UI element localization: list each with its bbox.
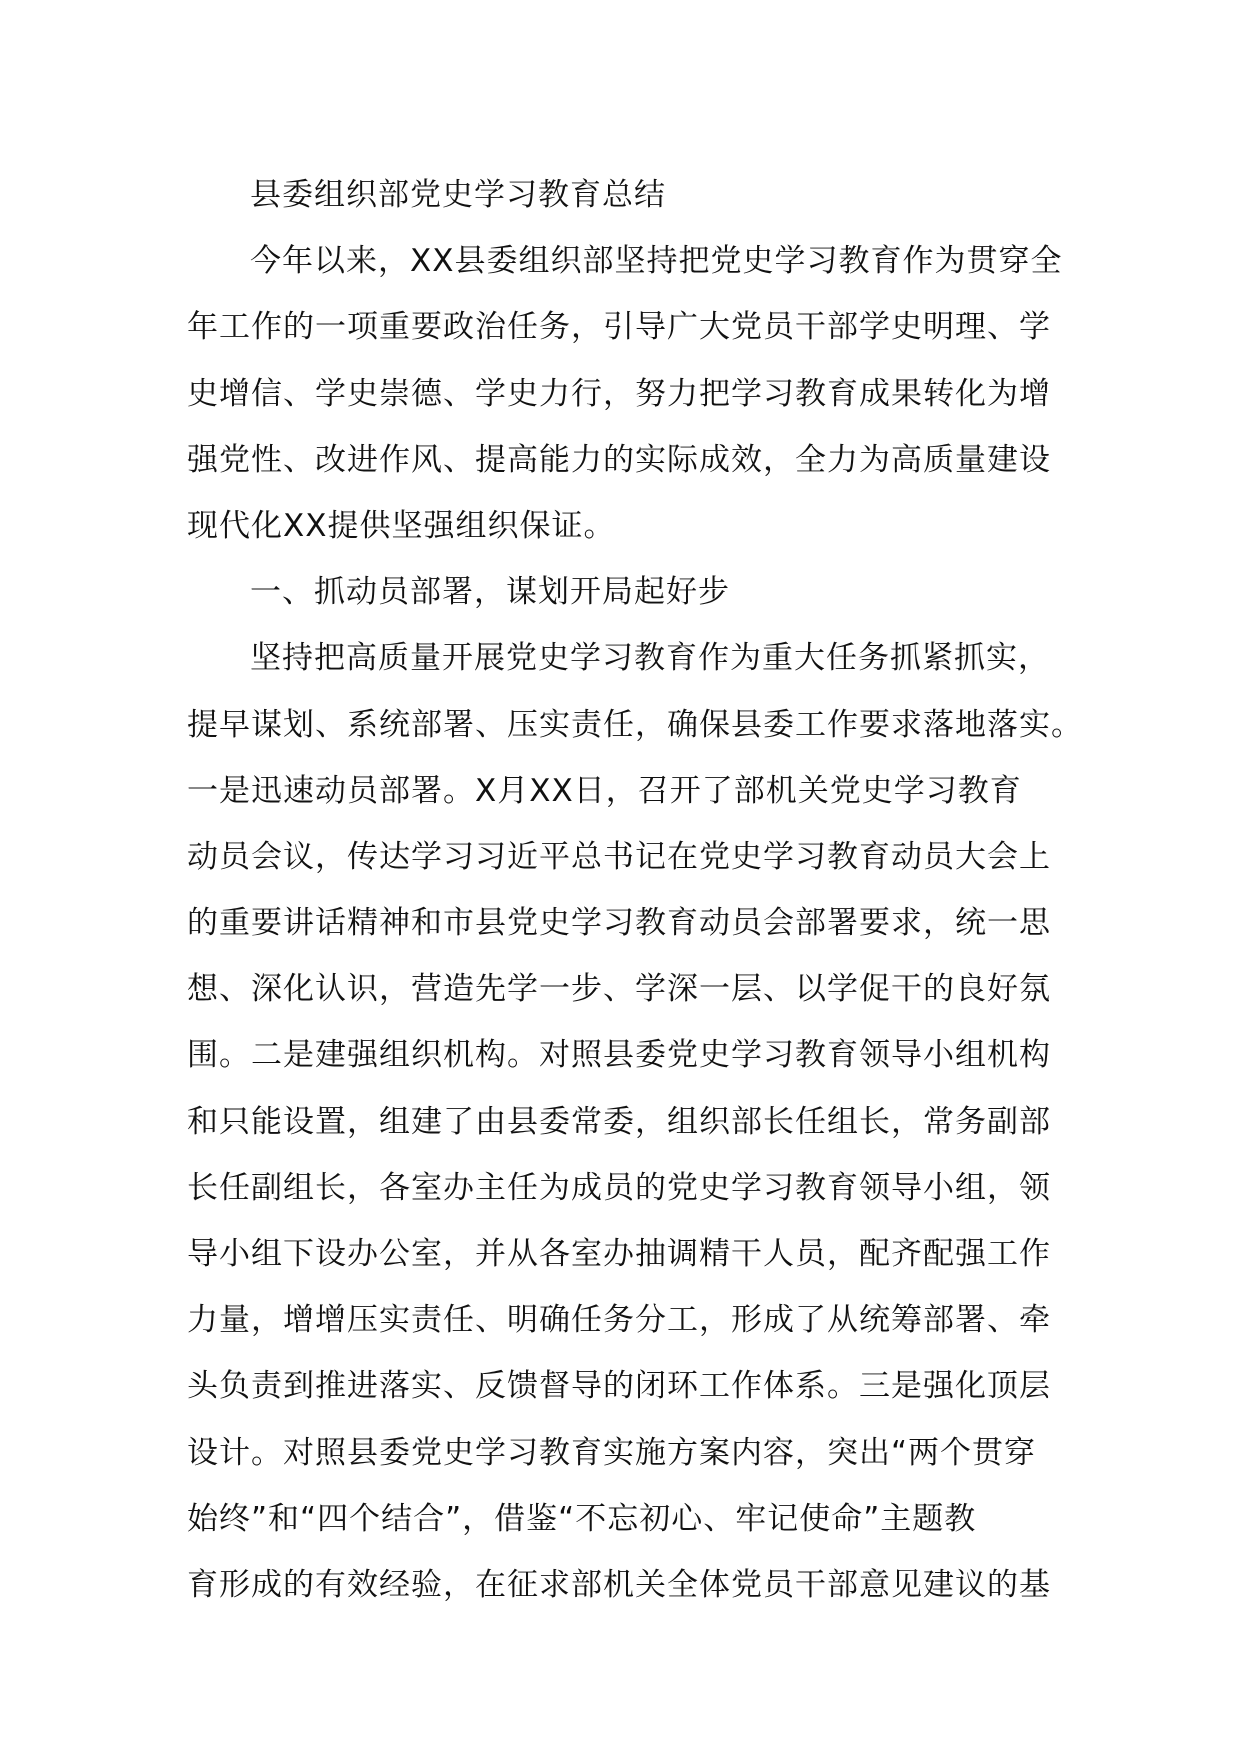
section-heading: 一、抓动员部署，谋划开局起好步 bbox=[250, 574, 730, 611]
text-line: 动员会议，传达学习习近平总书记在党史学习教育动员大会上 bbox=[187, 838, 1051, 875]
text-line: 想、深化认识，营造先学一步、学深一层、以学促干的良好氛 bbox=[187, 971, 1051, 1008]
text-line: 年工作的一项重要政治任务，引导广大党员干部学史明理、学 bbox=[187, 309, 1051, 346]
document-title: 县委组织部党史学习教育总结 bbox=[250, 177, 666, 213]
text-line: 的重要讲话精神和市县党史学习教育动员会部署要求，统一思 bbox=[187, 905, 1051, 942]
text-line: 育形成的有效经验，在征求部机关全体党员干部意见建议的基 bbox=[187, 1566, 1051, 1603]
text-line: 现代化XX提供坚强组织保证。 bbox=[187, 507, 616, 544]
text-line: 长任副组长，各室办主任为成员的党史学习教育领导小组，领 bbox=[187, 1169, 1051, 1206]
text-line: 头负责到推进落实、反馈督导的闭环工作体系。三是强化顶层 bbox=[187, 1368, 1051, 1405]
text-line: 今年以来，XX县委组织部坚持把党史学习教育作为贯穿全 bbox=[250, 243, 1063, 280]
text-line: 始终”和“四个结合”，借鉴“不忘初心、牢记使命”主题教 bbox=[187, 1500, 977, 1537]
text-line: 史增信、学史崇德、学史力行，努力把学习教育成果转化为增 bbox=[187, 375, 1051, 412]
text-line: 强党性、改进作风、提高能力的实际成效，全力为高质量建设 bbox=[187, 441, 1051, 478]
paragraph-intro bbox=[187, 228, 1067, 559]
text-line: 一是迅速动员部署。X月XX日，召开了部机关党史学习教育 bbox=[187, 772, 1022, 809]
text-line: 力量，增增压实责任、明确任务分工，形成了从统筹部署、牵 bbox=[187, 1302, 1051, 1339]
paragraph-section-1 bbox=[187, 625, 1083, 1618]
text-line: 提早谋划、系统部署、压实责任，确保县委工作要求落地落实。 bbox=[187, 706, 1083, 743]
document-body bbox=[187, 162, 1083, 1618]
text-line: 坚持把高质量开展党史学习教育作为重大任务抓紧抓实， bbox=[250, 640, 1050, 677]
text-line: 和只能设置，组建了由县委常委，组织部长任组长，常务副部 bbox=[187, 1103, 1051, 1140]
text-line: 设计。对照县委党史学习教育实施方案内容，突出“两个贯穿 bbox=[187, 1434, 1037, 1471]
text-line: 围。二是建强组织机构。对照县委党史学习教育领导小组机构 bbox=[187, 1037, 1051, 1074]
text-line: 导小组下设办公室，并从各室办抽调精干人员，配齐配强工作 bbox=[187, 1236, 1051, 1272]
